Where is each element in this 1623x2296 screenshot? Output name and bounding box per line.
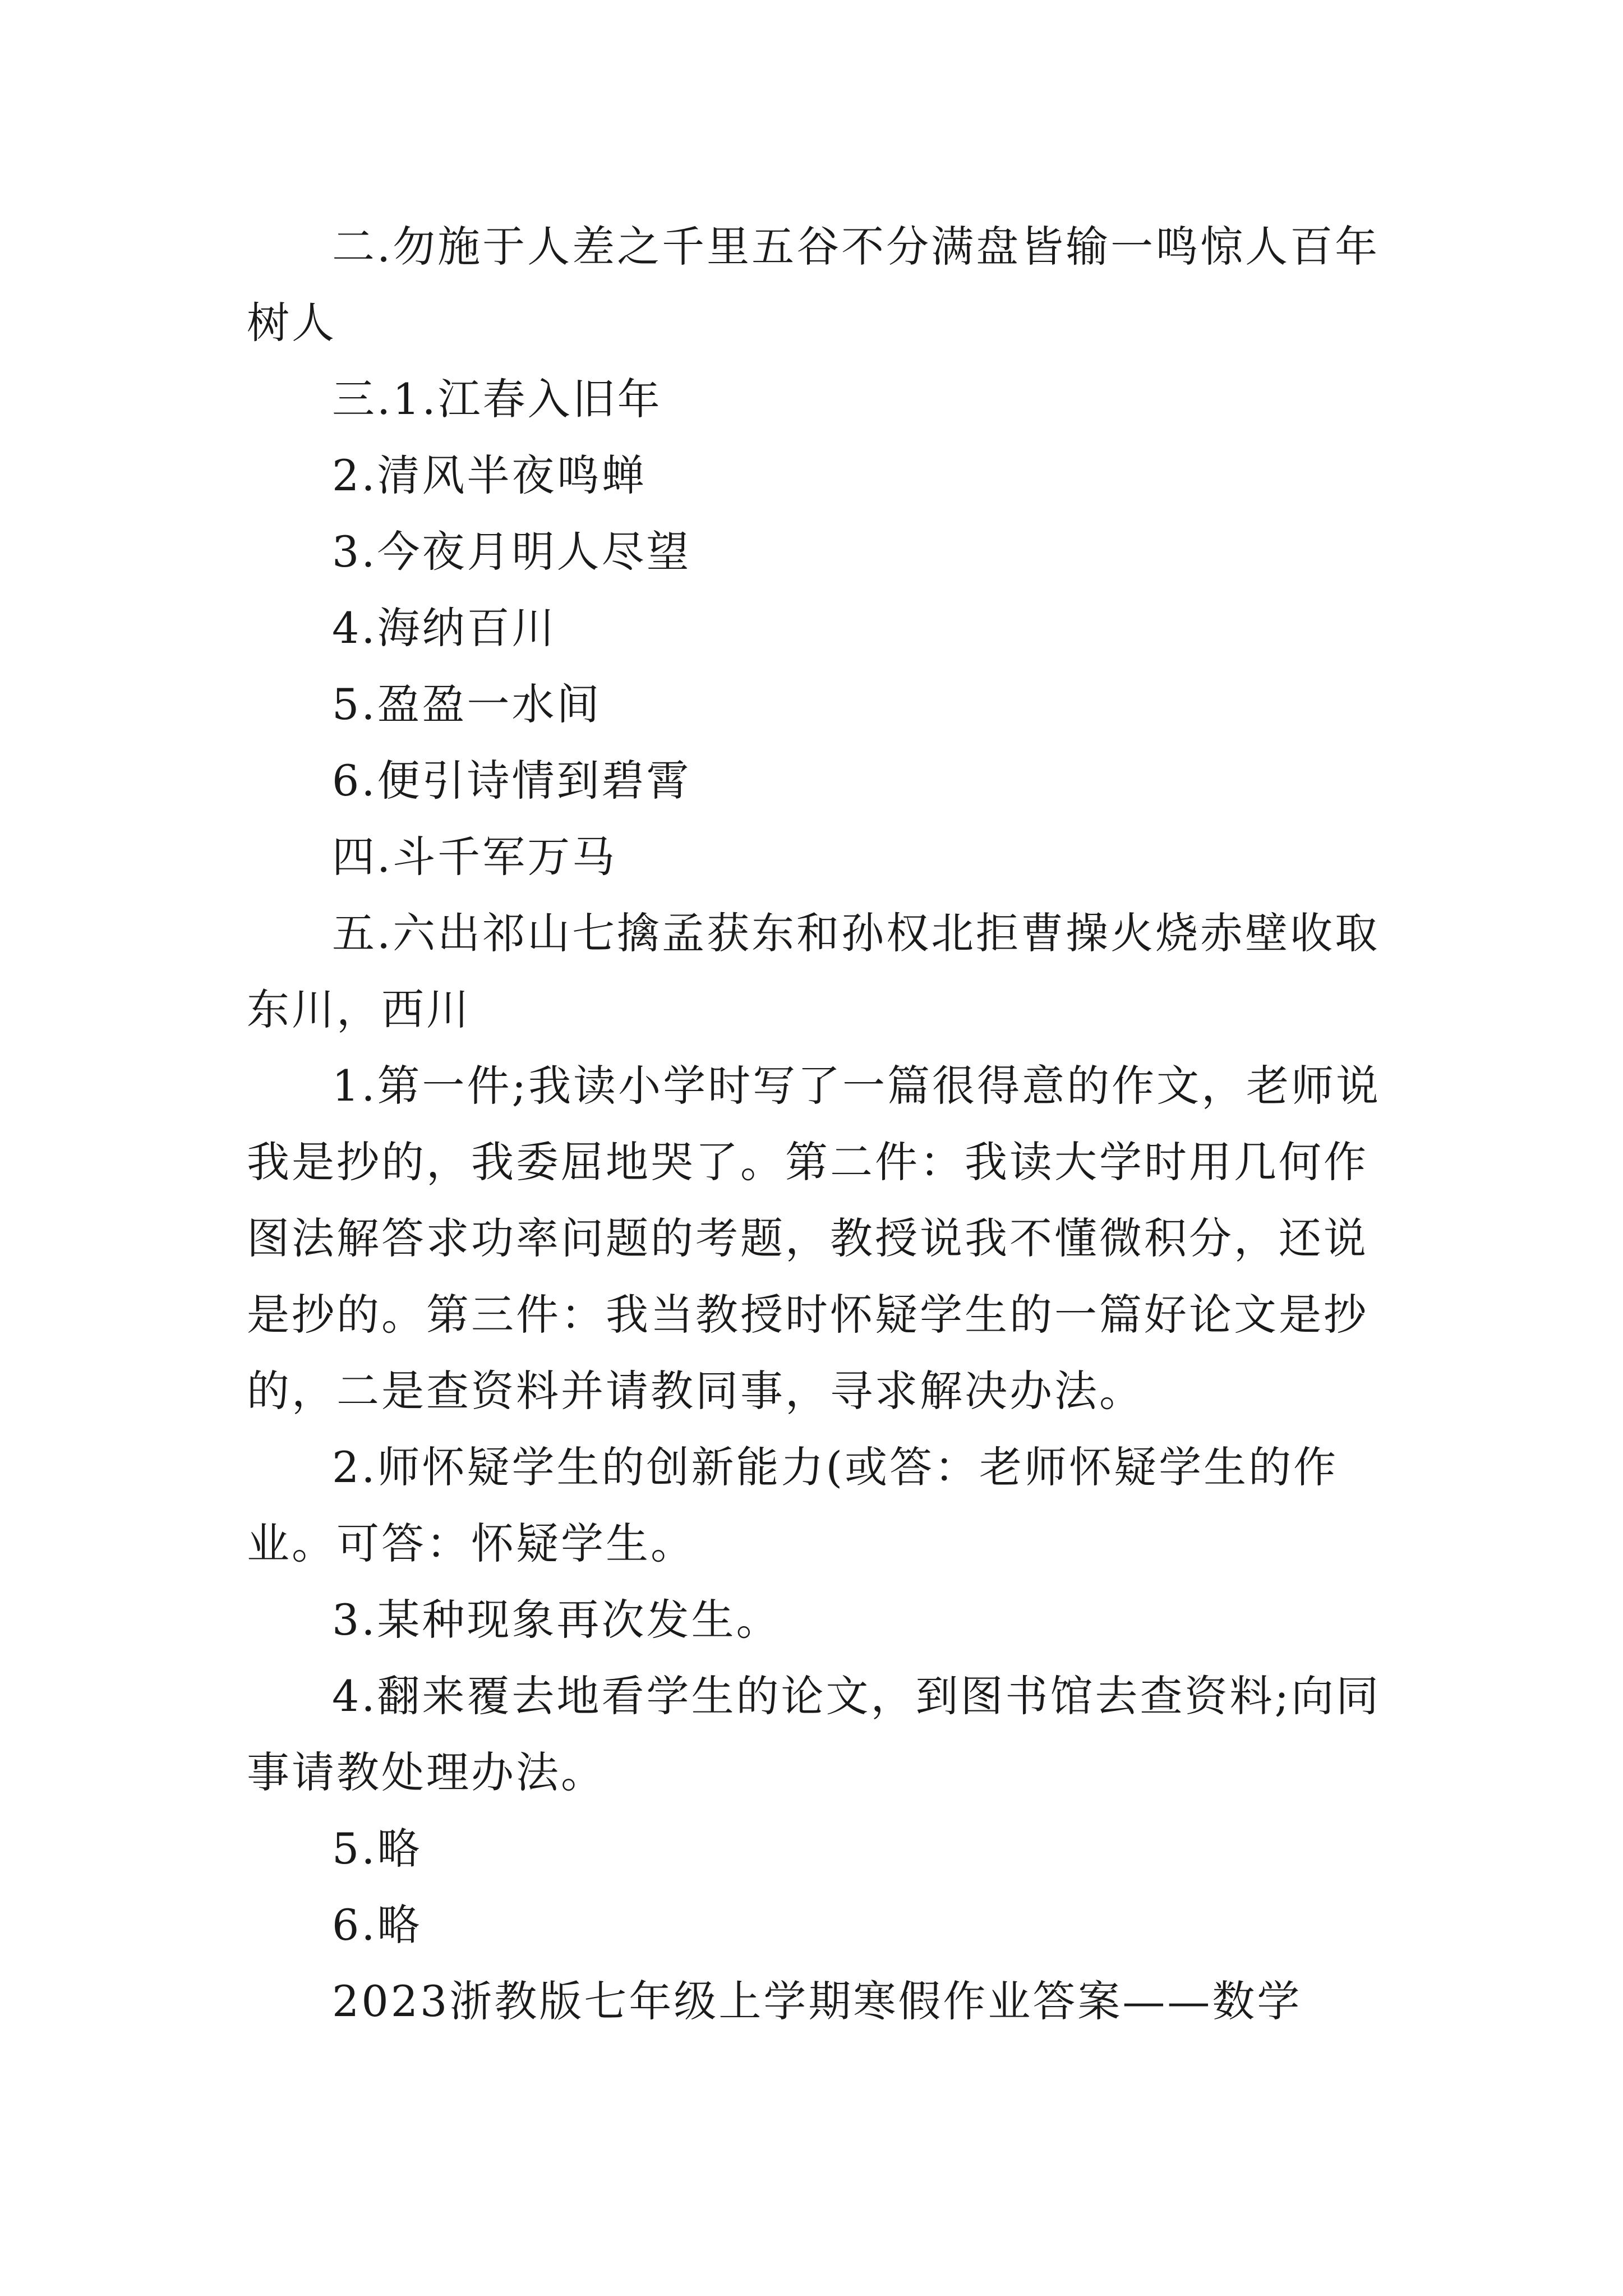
section-heading-math: 2023浙教版七年级上学期寒假作业答案——数学 xyxy=(332,1976,1302,2026)
paragraph-section-3-item-2: 2.清风半夜鸣蝉 xyxy=(332,450,647,500)
paragraph-answer-1: 1.第一件;我读小学时写了一篇很得意的作文，老师说我是抄的，我委屈地哭了。第二件：我读大学时用几何作图法解答求功率问题的考题，教授说我不懂微积分，还说是抄的。第三件：我当教授时怀疑学生的一篇好论文是抄的，二是查资料并请教同事，寻求解决办法。 xyxy=(247,1061,1381,1416)
paragraph-section-2: 二.勿施于人差之千里五谷不分满盘皆输一鸣惊人百年树人 xyxy=(247,222,1380,348)
document-body xyxy=(247,209,1391,2040)
paragraph-answer-4: 4.翻来覆去地看学生的论文，到图书馆去查资料;向同事请教处理办法。 xyxy=(247,1671,1381,1797)
paragraph-section-3-item-5: 5.盈盈一水间 xyxy=(332,679,602,729)
paragraph-section-3-item-6: 6.便引诗情到碧霄 xyxy=(332,756,691,806)
paragraph-section-5: 五.六出祁山七擒孟获东和孙权北拒曹操火烧赤壁收取东川，西川 xyxy=(247,908,1380,1034)
paragraph-section-3-item-3: 3.今夜月明人尽望 xyxy=(332,527,691,577)
paragraph-answer-2: 2.师怀疑学生的创新能力(或答：老师怀疑学生的作业。可答：怀疑学生。 xyxy=(247,1442,1339,1568)
paragraph-answer-3: 3.某种现象再次发生。 xyxy=(332,1595,781,1645)
paragraph-answer-5: 5.略 xyxy=(332,1824,422,1874)
paragraph-section-3-item-4: 4.海纳百川 xyxy=(332,603,557,653)
paragraph-answer-6: 6.略 xyxy=(332,1900,422,1950)
paragraph-section-4: 四.斗千军万马 xyxy=(332,832,617,882)
paragraph-section-3-item-1: 三.1.江春入旧年 xyxy=(332,374,662,424)
